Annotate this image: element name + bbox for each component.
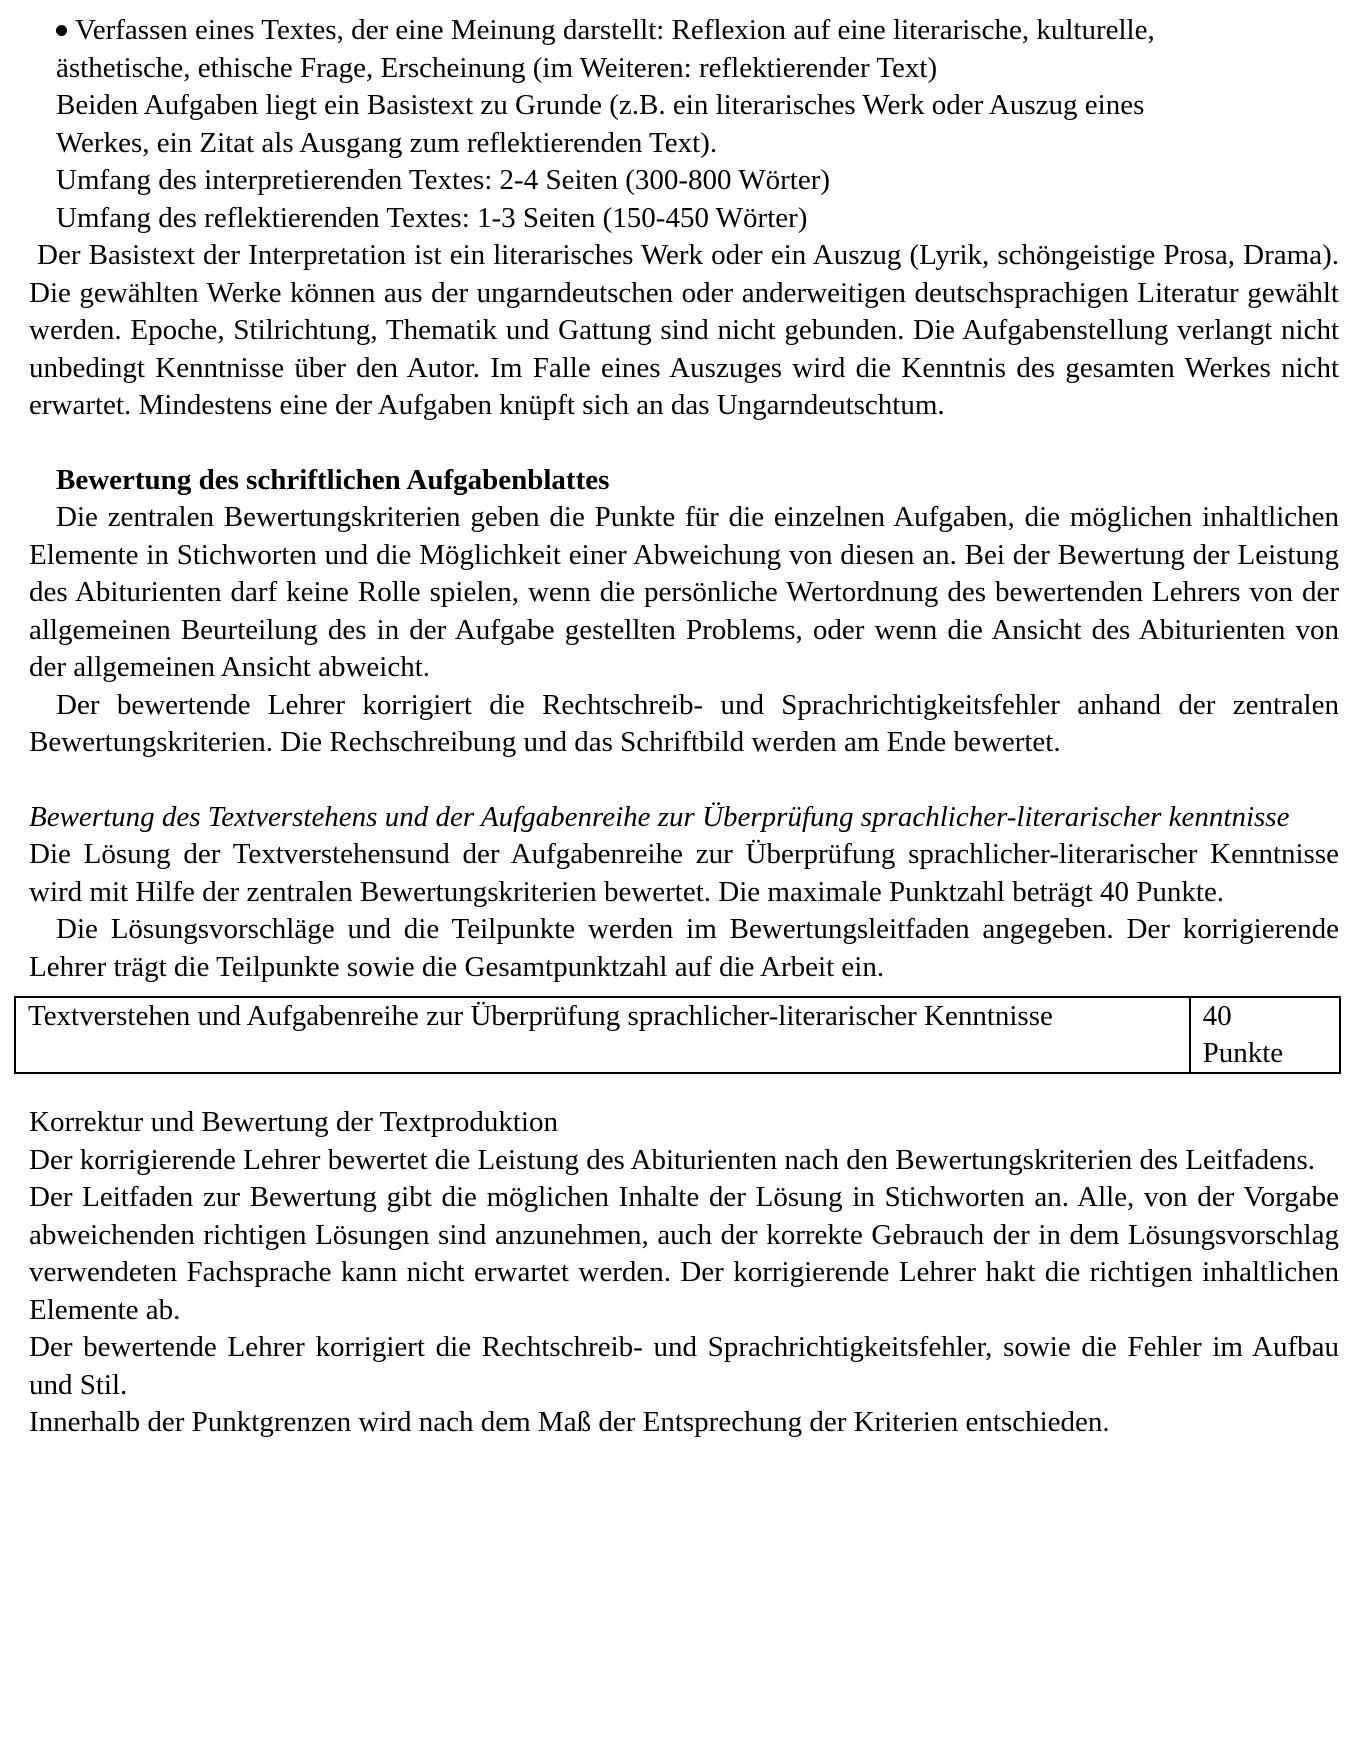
score-table [14,996,1341,1074]
score-points-unit: Punkte [1202,1037,1284,1069]
umfang-reflektierender-text: Umfang des reflektierenden Textes: 1-3 Seiten (150-450 Wörter) [56,201,808,234]
basistext-paragraph: Der Basistext der Interpretation ist ein literarisches Werk oder ein Auszug (Lyrik, schöngeistige Prosa, Drama). Die gewählten Werke können aus der ungarndeutschen oder anderweitigen deutschsprachigen Literatur gewählt werden. Epoche, Stilrichtung, Thematik und Gattung sind nicht gebunden. Die Aufgabenstellung verlangt nicht unbedingt Kenntnisse über den Autor. Im Falle eines Auszuges wird die Kenntnis des gesamten Werkes nicht erwartet. Mindestens eine der Aufgaben knüpft sich an das Ungarndeutschtum. [29,239,1339,421]
textproduktion-heading: Korrektur und Bewertung der Textproduktion [29,1106,558,1138]
score-points-value: 40 [1202,1000,1232,1032]
textverstehen-paragraph-1: Die Lösung der Textverstehensund der Aufgabenreihe zur Überprüfung sprachlicher-literarischer Kenntnisse wird mit Hilfe der zentralen Bewertungskriterien bewertet. Die maximale Punktzahl beträgt 40 Punkte. [29,838,1339,908]
textproduktion-paragraph-4: Innerhalb der Punktgrenzen wird nach dem Maß der Entsprechung der Kriterien entschieden. [29,1406,1110,1438]
score-points-cell [1190,997,1340,1073]
bullet-icon [56,25,67,36]
score-label-cell: Textverstehen und Aufgabenreihe zur Überprüfung sprachlicher-literarischer Kenntnisse [15,997,1190,1073]
bullet-line-2: ästhetische, ethische Frage, Erscheinung (im Weiteren: reflektierender Text) [56,51,938,84]
textverstehen-heading: Bewertung des Textverstehens und der Aufgabenreihe zur Überprüfung sprachlicher-literarischer kenntnisse [29,800,1290,833]
textproduktion-paragraph-3: Der bewertende Lehrer korrigiert die Rechtschreib- und Sprachrichtigkeitsfehler, sowie die Fehler im Aufbau und Stil. [29,1331,1339,1401]
textproduktion-paragraph-1: Der korrigierende Lehrer bewertet die Leistung des Abiturienten nach den Bewertungskriterien des Leitfadens. [29,1143,1315,1176]
umfang-interpretierender-text: Umfang des interpretierenden Textes: 2-4 Seiten (300-800 Wörter) [56,164,831,196]
bewertung-paragraph-1: Die zentralen Bewertungskriterien geben die Punkte für die einzelnen Aufgaben, die möglichen inhaltlichen Elemente in Stichworten und die Möglichkeit einer Abweichung von diesen an. Bei der Bewertung der Leistung des Abiturienten darf keine Rolle spielen, wenn die persönliche Wertordnung des bewertenden Lehrers von der allgemeinen Beurteilung des in der Aufgabe gestellten Problems, oder wenn die Ansicht des Abiturienten von der allgemeinen Ansicht abweicht. [29,501,1339,683]
document-page [29,12,1339,1442]
basis-line-1: Beiden Aufgaben liegt ein Basistext zu Grunde (z.B. ein literarisches Werk oder Auszug eines [56,89,1145,121]
bullet-line-1: Verfassen eines Textes, der eine Meinung darstellt: Reflexion auf eine literarische, kulturelle, [75,14,1155,46]
table-row [15,997,1340,1073]
bullet-item-reflektierender-text [29,12,1339,50]
bewertung-heading: Bewertung des schriftlichen Aufgabenblattes [56,463,610,496]
basis-line-2: Werkes, ein Zitat als Ausgang zum reflektierenden Text). [56,126,718,159]
textverstehen-paragraph-2: Die Lösungsvorschläge und die Teilpunkte werden im Bewertungsleitfaden angegeben. Der korrigierende Lehrer trägt die Teilpunkte sowie die Gesamtpunktzahl auf die Arbeit ein. [29,913,1339,983]
bewertung-paragraph-2: Der bewertende Lehrer korrigiert die Rechtschreib- und Sprachrichtigkeitsfehler anhand der zentralen Bewertungskriterien. Die Rechschreibung und das Schriftbild werden am Ende bewertet. [29,688,1339,758]
textproduktion-paragraph-2: Der Leitfaden zur Bewertung gibt die möglichen Inhalte der Lösung in Stichworten an. Alle, von der Vorgabe abweichenden richtigen Lösungen sind anzunehmen, auch der korrekte Gebrauch der in dem Lösungsvorschlag verwendeten Fachsprache kann nicht erwartet werden. Der korrigierende Lehrer hakt die richtigen inhaltlichen Elemente ab. [29,1181,1339,1326]
